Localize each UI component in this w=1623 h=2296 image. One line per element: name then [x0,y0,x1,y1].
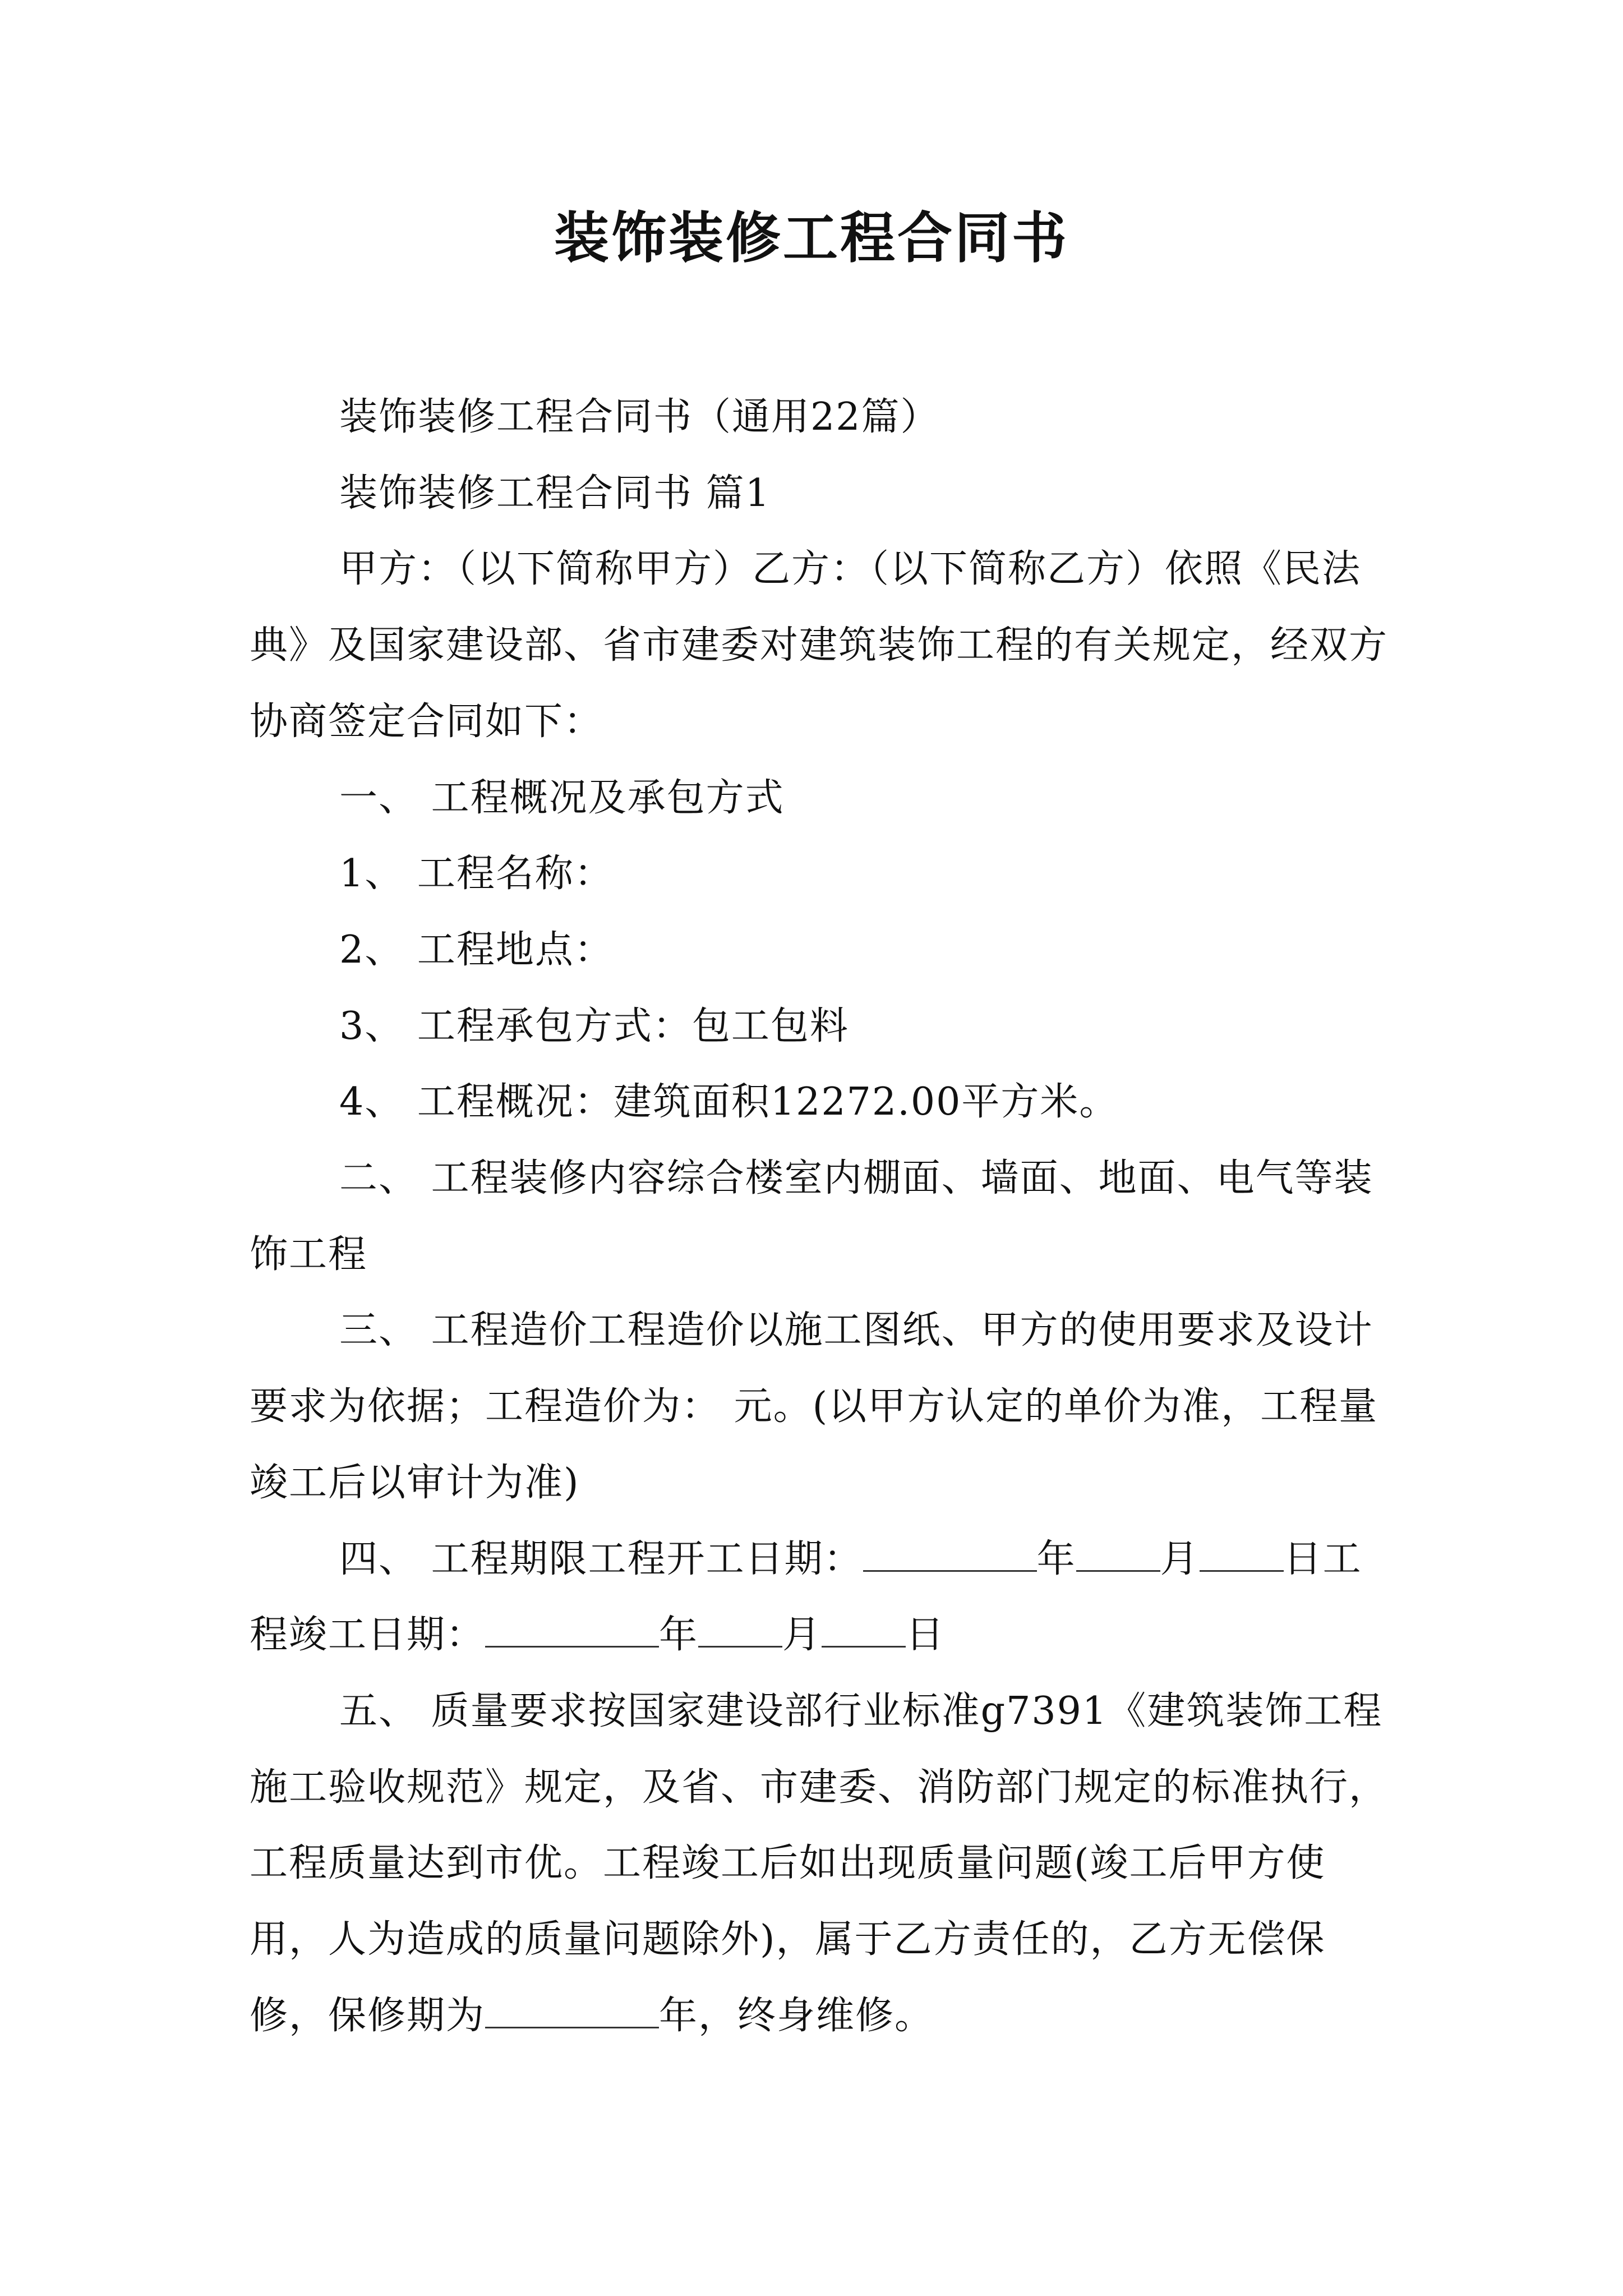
start-date-label: 四、 工程期限工程开工日期： [339,1536,863,1581]
section-1-item-4: 4、 工程概况：建筑面积12272.00平方米。 [339,1080,1119,1125]
end-year-label: 年 [659,1613,699,1658]
section-1-item-1: 1、 工程名称： [339,852,614,896]
start-day-blank [1200,1536,1284,1572]
intro-paragraph: 甲方：（以下简称甲方）乙方：（以下简称乙方）依照《民法典》及国家建设部、省市建委对建筑装饰工程的有关规定，经双方协商签定合同如下： [250,547,1389,744]
start-year-label: 年 [1036,1536,1076,1581]
end-year-blank [485,1612,659,1648]
start-month-label: 月 [1160,1536,1200,1581]
section-2-paragraph: 二、 工程装修内容综合楼室内棚面、墙面、地面、电气等装饰工程 [250,1156,1373,1277]
section-5-text: 五、 质量要求按国家建设部行业标准g7391《建筑装饰工程施工验收规范》规定，及省、市建委、消防部门规定的标准执行，工程质量达到市优。工程竣工后如出现质量问题(竣工后甲方使用，人为造成的质量问题除外)，属于乙方责任的，乙方无偿保修，保修期为 [250,1688,1389,2038]
document-title: 装饰装修工程合同书 [554,206,1069,270]
end-day-blank [822,1612,906,1648]
start-year-blank [863,1536,1037,1572]
section-5-paragraph [250,1673,1388,2054]
document-body [250,379,1388,2054]
section-1-heading: 一、 工程概况及承包方式 [339,775,785,820]
article-heading: 装饰装修工程合同书 篇1 [339,471,771,516]
section-3-paragraph: 三、 工程造价工程造价以施工图纸、甲方的使用要求及设计要求为依据；工程造价为： 元。(以甲方认定的单价为准，工程量竣工后以审计为准) [250,1308,1378,1505]
section-4-paragraph [250,1521,1388,1673]
section-1-item-2: 2、 工程地点： [339,927,614,972]
end-month-label: 月 [782,1613,822,1658]
document-subtitle: 装饰装修工程合同书（通用22篇） [339,395,940,439]
end-date-label: 日工程竣工日期： [250,1536,1362,1658]
section-5-tail: 年，终身维修。 [659,1993,934,2038]
end-day-label: 日 [906,1613,946,1658]
section-1-item-3: 3、 工程承包方式：包工包料 [339,1004,849,1048]
warranty-years-blank [485,1993,659,2028]
start-month-blank [1076,1536,1160,1572]
end-month-blank [698,1612,782,1648]
